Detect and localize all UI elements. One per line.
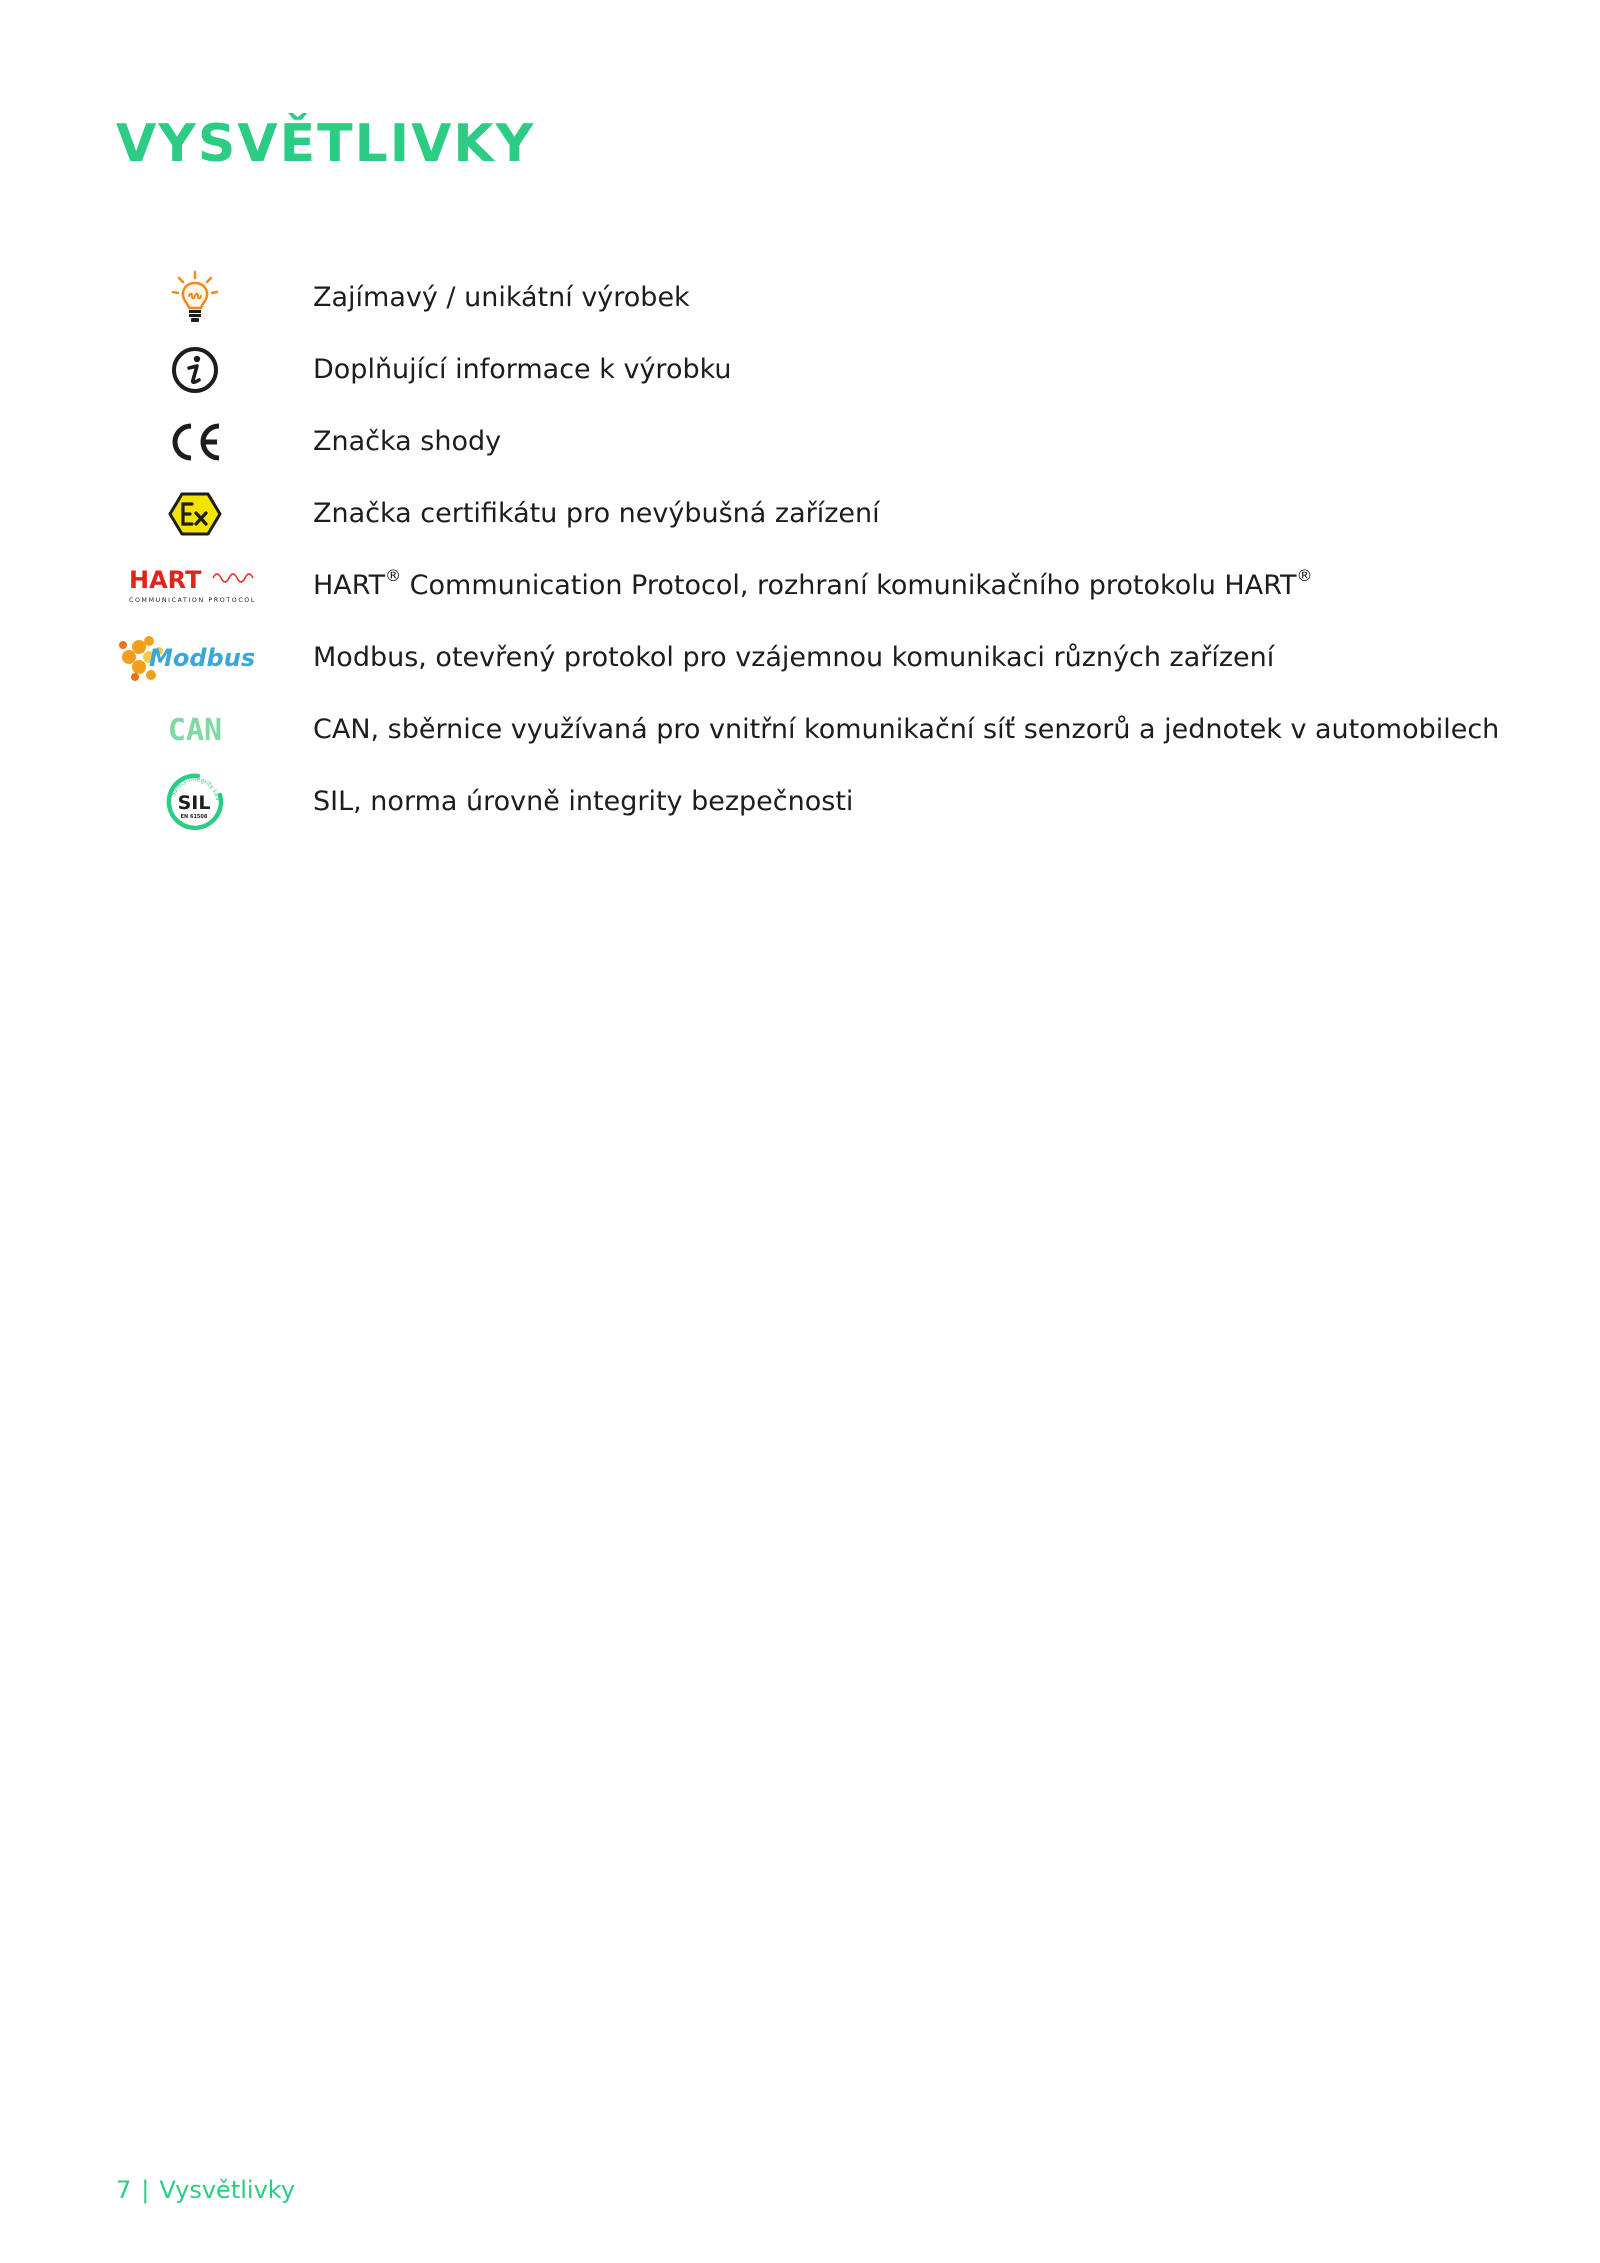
legend-item xyxy=(0,622,1600,694)
svg-text:CAN: CAN xyxy=(167,713,223,748)
ex-mark-icon xyxy=(110,478,280,550)
modbus-logo-icon xyxy=(110,622,280,694)
legend-item xyxy=(0,406,1600,478)
legend-item xyxy=(0,478,1600,550)
page-footer xyxy=(116,2176,295,2204)
svg-text:Safety Integrity Level: Safety Integrity Lev xyxy=(169,775,222,802)
info-icon xyxy=(110,334,280,406)
legend-label: Značka shody xyxy=(313,426,502,457)
svg-text:HART: HART xyxy=(129,566,202,594)
legend-label: Zajímavý / unikátní výrobek xyxy=(313,282,690,313)
legend-item xyxy=(0,766,1600,838)
legend-item xyxy=(0,694,1600,766)
hart-logo-icon xyxy=(110,550,280,622)
legend-item xyxy=(0,262,1600,334)
svg-text:Modbus: Modbus xyxy=(149,644,256,672)
legend-label: Modbus, otevřený protokol pro vzájemnou komunikaci různých zařízení xyxy=(313,642,1275,673)
footer-separator: | xyxy=(141,2176,150,2204)
svg-text:SIL: SIL xyxy=(177,792,211,814)
legend-label: HART® Communication Protocol, rozhraní komunikačního protokolu HART® xyxy=(313,566,1313,601)
legend-label: Doplňující informace k výrobku xyxy=(313,354,732,385)
page-title: VYSVĚTLIVKY xyxy=(116,114,536,174)
legend-item xyxy=(0,334,1600,406)
legend-item xyxy=(0,550,1600,622)
lightbulb-icon xyxy=(110,262,280,334)
can-logo-icon xyxy=(110,694,280,766)
footer-section: Vysvětlivky xyxy=(159,2176,296,2204)
legend-label: Značka certifikátu pro nevýbušná zařízení xyxy=(313,498,880,529)
svg-text:COMMUNICATION PROTOCOL: COMMUNICATION PROTOCOL xyxy=(129,597,256,604)
legend-label: CAN, sběrnice využívaná pro vnitřní komunikační síť senzorů a jednotek v automobilech xyxy=(313,714,1500,745)
legend-label: SIL, norma úrovně integrity bezpečnosti xyxy=(313,786,854,817)
svg-text:EN 61508: EN 61508 xyxy=(180,814,208,820)
sil-logo-icon xyxy=(110,766,280,838)
ce-mark-icon xyxy=(110,406,280,478)
page-number: 7 xyxy=(116,2176,132,2204)
